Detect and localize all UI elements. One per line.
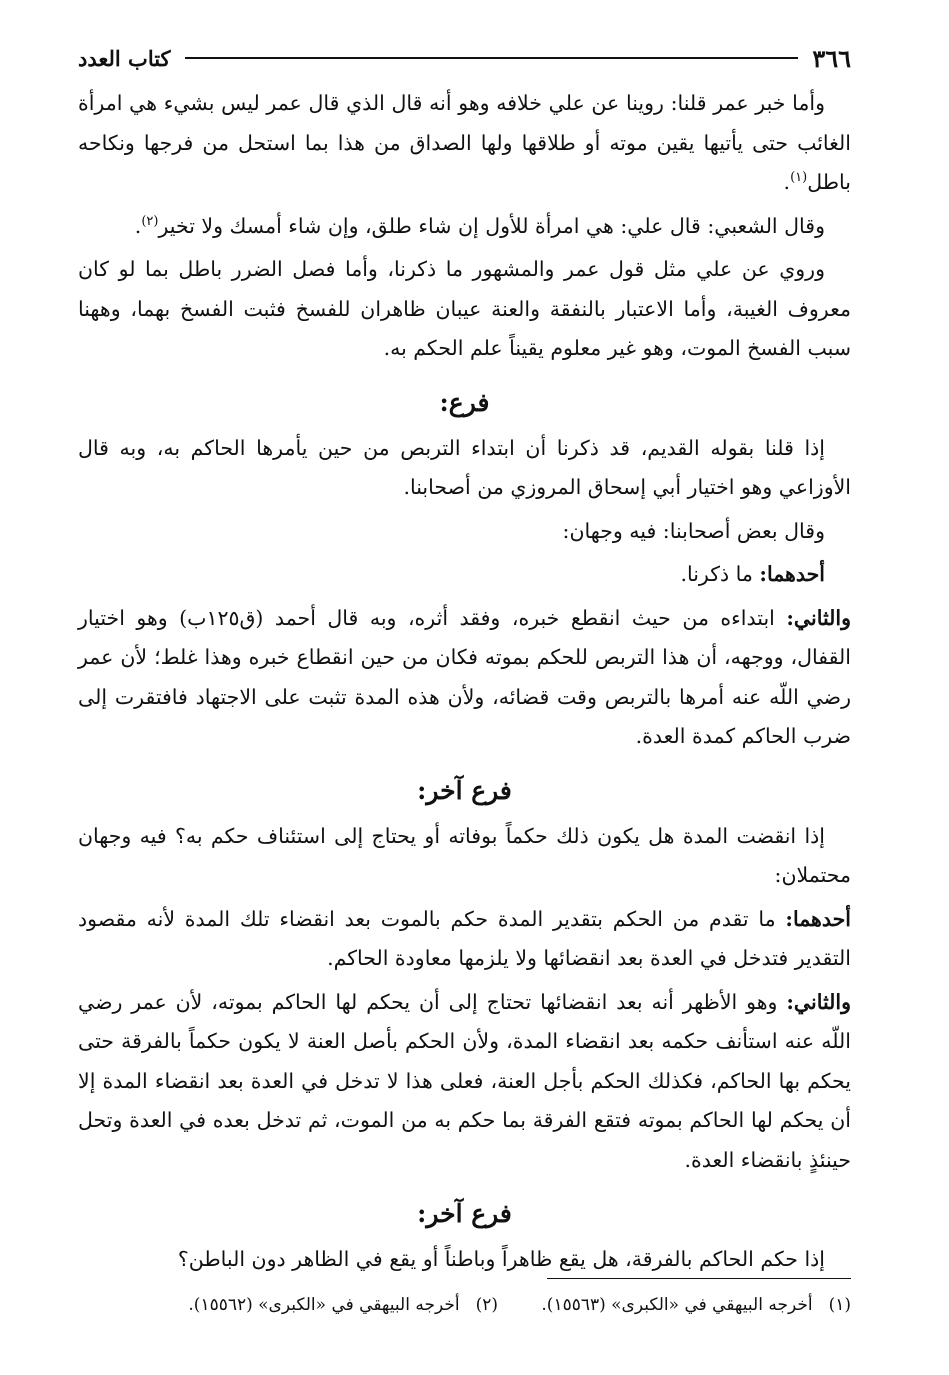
label-first: أحدهما:: [759, 562, 825, 586]
paragraph-shabi: وقال الشعبي: قال علي: هي امرأة للأول إن شاء طلق، وإن شاء أمسك ولا تخير$^{(٢)}$.: [134, 213, 825, 238]
footnotes: [78, 1290, 851, 1320]
running-header: [78, 40, 851, 76]
paragraph-judge-separation: إذا حكم الحاكم بالفرقة، هل يقع ظاهراً وباطناً أو يقع في الظاهر دون الباطن؟: [177, 1247, 825, 1271]
label-first: أحدهما:: [785, 906, 851, 931]
footnote-1: (١)أخرجه البيهقي في «الكبرى» (١٥٥٦٣).: [541, 1295, 851, 1315]
section-heading-far: فرع:: [439, 387, 490, 417]
section-heading-far-akhar-1: فرع آخر:: [417, 775, 512, 805]
paragraph-first-possibility: أحدهما: ما تقدم من الحكم بتقدير المدة حكم بالموت بعد انقضاء تلك المدة لأنه مقصود التقدير فتدخل في العدة بعد انقضائها ولا يلزمها معاودة الحاكم.: [78, 906, 851, 970]
header-rule: [185, 57, 799, 59]
footnote-2: (٢)أخرجه البيهقي في «الكبرى» (١٥٥٦٢).: [188, 1295, 498, 1315]
paragraph-second-view: والثاني: ابتداءه من حيث انقطع خبره، وفقد أثره، وبه قال أحمد (ق١٢٥ب) وهو اختيار القفال، ووجهه، أن هذا التربص للحكم بموته فكان من حين انقطاع خبره وهذا غلط؛ لأن عمر رضي اللّه عنه أمرها بالتربص وقت قضائه، ولأن هذه المدة تثبت على الاجتهاد فافتقرت إلى ضرب الحاكم كمدة العدة.: [78, 605, 851, 748]
page-body: [78, 40, 851, 1284]
book-title: كتاب العدد: [78, 45, 171, 71]
footnote-ref-2[interactable]: (٢): [141, 213, 159, 229]
section-heading-far-akhar-2: فرع آخر:: [417, 1199, 512, 1228]
paragraph-second-possibility: والثاني: وهو الأظهر أنه بعد انقضائها تحتاج إلى أن يحكم لها الحاكم بموته، لأن عمر رضي اللّه عنه استأنف حكمه بعد انقضاء المدة، ولأن الحكم بأصل العنة لا يكون حكماً بالفرقة حتى يحكم بها الحاكم، فكذلك الحكم بأجل العنة، فعلى هذا لا تدخل في العدة بعد انقضاء المدة إلا أن يحكم لها الحاكم بموته فتقع الفرقة بما حكم به من الموت، ثم تدخل بعده في العدة وتحل حينئذٍ بانقضاء العدة.: [78, 989, 851, 1172]
page-number: ٣٦٦: [812, 43, 851, 73]
paragraph-period-ends: إذا انقضت المدة هل يكون ذلك حكماً بوفاته أو يحتاج إلى استئناف حكم به؟ فيه وجهان محتملان:: [78, 823, 851, 887]
label-second: والثاني:: [786, 989, 851, 1014]
paragraph-first-view: أحدهما: ما ذكرنا.: [680, 562, 825, 586]
footnote-rule: [547, 1278, 851, 1279]
paragraph-ali-narration: وروي عن علي مثل قول عمر والمشهور ما ذكرنا، وأما فصل الضرر باطل بما لو كان معروف الغيبة، وأما الاعتبار بالنفقة والعنة عيبان ظاهران للفسخ فثبت الفسخ بهما، وههنا سبب الفسخ الموت، وهو غير معلوم يقيناً علم الحكم به.: [78, 257, 851, 360]
paragraph-two-views: وقال بعض أصحابنا: فيه وجهان:: [562, 518, 825, 543]
footnote-ref-1[interactable]: (١): [790, 170, 808, 186]
paragraph-old-opinion: إذا قلنا بقوله القديم، قد ذكرنا أن ابتداء التربص من حين يأمرها الحاكم به، وبه قال الأوزاعي وهو اختيار أبي إسحاق المروزي من أصحابنا.: [78, 435, 851, 499]
label-second: والثاني:: [786, 605, 851, 630]
paragraph-omar-report: وأما خبر عمر قلنا: روينا عن علي خلافه وهو أنه قال الذي قال عمر ليس بشيء هي امرأة الغائب حتى يأتيها يقين موته أو طلاقها ولها الصداق من هذا بما استحل من فرجها ونكاحه باطل$^{(١)}$.: [78, 91, 851, 194]
